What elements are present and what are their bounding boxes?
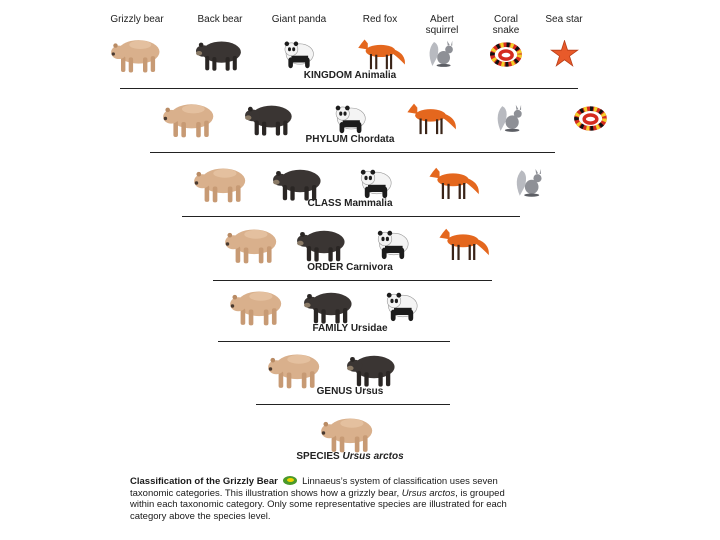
taxon-name: Ursus: [354, 386, 384, 397]
caption-title: Classification of the Grizzly Bear: [130, 476, 278, 487]
level-label-genus: [250, 386, 450, 397]
column-header-squirrel: Abert squirrel: [425, 14, 459, 36]
rank-name: CLASS: [307, 198, 345, 209]
black-illustration: [346, 349, 400, 389]
column-header-panda: Giant panda: [271, 14, 327, 25]
star-illustration: [550, 40, 579, 69]
level-label-family: [250, 323, 450, 334]
leaf-icon: [283, 476, 297, 485]
black-illustration: [195, 35, 246, 73]
grizzly-illustration: [162, 97, 219, 140]
black-illustration: [272, 163, 326, 203]
figure-caption: [130, 476, 510, 522]
grizzly-illustration: [193, 161, 251, 205]
grizzly-illustration: [267, 347, 325, 391]
fox-illustration: [403, 99, 458, 138]
level-divider: [182, 216, 520, 217]
level-divider: [256, 404, 450, 405]
grizzly-illustration: [110, 33, 165, 75]
squirrel-illustration: [513, 167, 547, 199]
fox-illustration: [425, 163, 481, 203]
column-header-fox: Red fox: [362, 14, 398, 25]
rank-name: FAMILY: [312, 323, 351, 334]
fox-illustration: [435, 224, 491, 264]
black-illustration: [244, 99, 297, 138]
column-header-grizzly: Grizzly bear: [110, 14, 164, 25]
taxon-name: Mammalia: [344, 198, 393, 209]
rank-name: ORDER: [307, 262, 347, 273]
rank-name: PHYLUM: [305, 134, 351, 145]
taxon-name: Animalia: [354, 70, 397, 81]
snake-illustration: [489, 40, 523, 69]
panda-illustration: [356, 165, 396, 201]
column-header-black: Back bear: [197, 14, 243, 25]
column-header-snake: Coral snake: [492, 14, 520, 36]
level-divider: [150, 152, 555, 153]
level-label-kingdom: [250, 70, 450, 81]
taxon-name: Ursus arctos: [342, 451, 404, 462]
rank-name: KINGDOM: [303, 70, 355, 81]
squirrel-illustration: [426, 39, 458, 69]
caption-body-2: , is grouped within each taxonomic category. Only some representative species are illustrated for each category above the species level.: [130, 487, 507, 522]
grizzly-illustration: [320, 411, 378, 455]
taxon-name: Chordata: [350, 134, 395, 145]
rank-name: SPECIES: [296, 451, 343, 462]
level-label-order: [250, 262, 450, 273]
caption-body-1: Linnaeus’s system of classification uses seven taxonomic categories. This illustration shows how a grizzly bear,: [130, 476, 498, 499]
rank-name: GENUS: [316, 386, 355, 397]
grizzly-illustration: [224, 222, 282, 266]
squirrel-illustration: [494, 103, 527, 134]
taxon-name: Carnivora: [346, 262, 393, 273]
level-label-class: [250, 198, 450, 209]
column-header-star: Sea star: [545, 14, 583, 25]
level-label-phylum: [250, 134, 450, 145]
panda-illustration: [373, 226, 413, 262]
fox-illustration: [354, 35, 407, 73]
black-illustration: [296, 224, 350, 264]
level-divider: [120, 88, 578, 89]
level-label-species: [250, 451, 450, 462]
level-divider: [218, 341, 450, 342]
snake-illustration: [573, 104, 608, 133]
panda-illustration: [280, 37, 318, 71]
level-divider: [213, 280, 492, 281]
panda-illustration: [331, 101, 370, 136]
caption-body-italic: Ursus arctos: [401, 487, 456, 499]
taxon-name: Ursidae: [350, 323, 388, 334]
grizzly-illustration: [229, 284, 287, 328]
panda-illustration: [382, 288, 422, 324]
black-illustration: [303, 286, 357, 326]
